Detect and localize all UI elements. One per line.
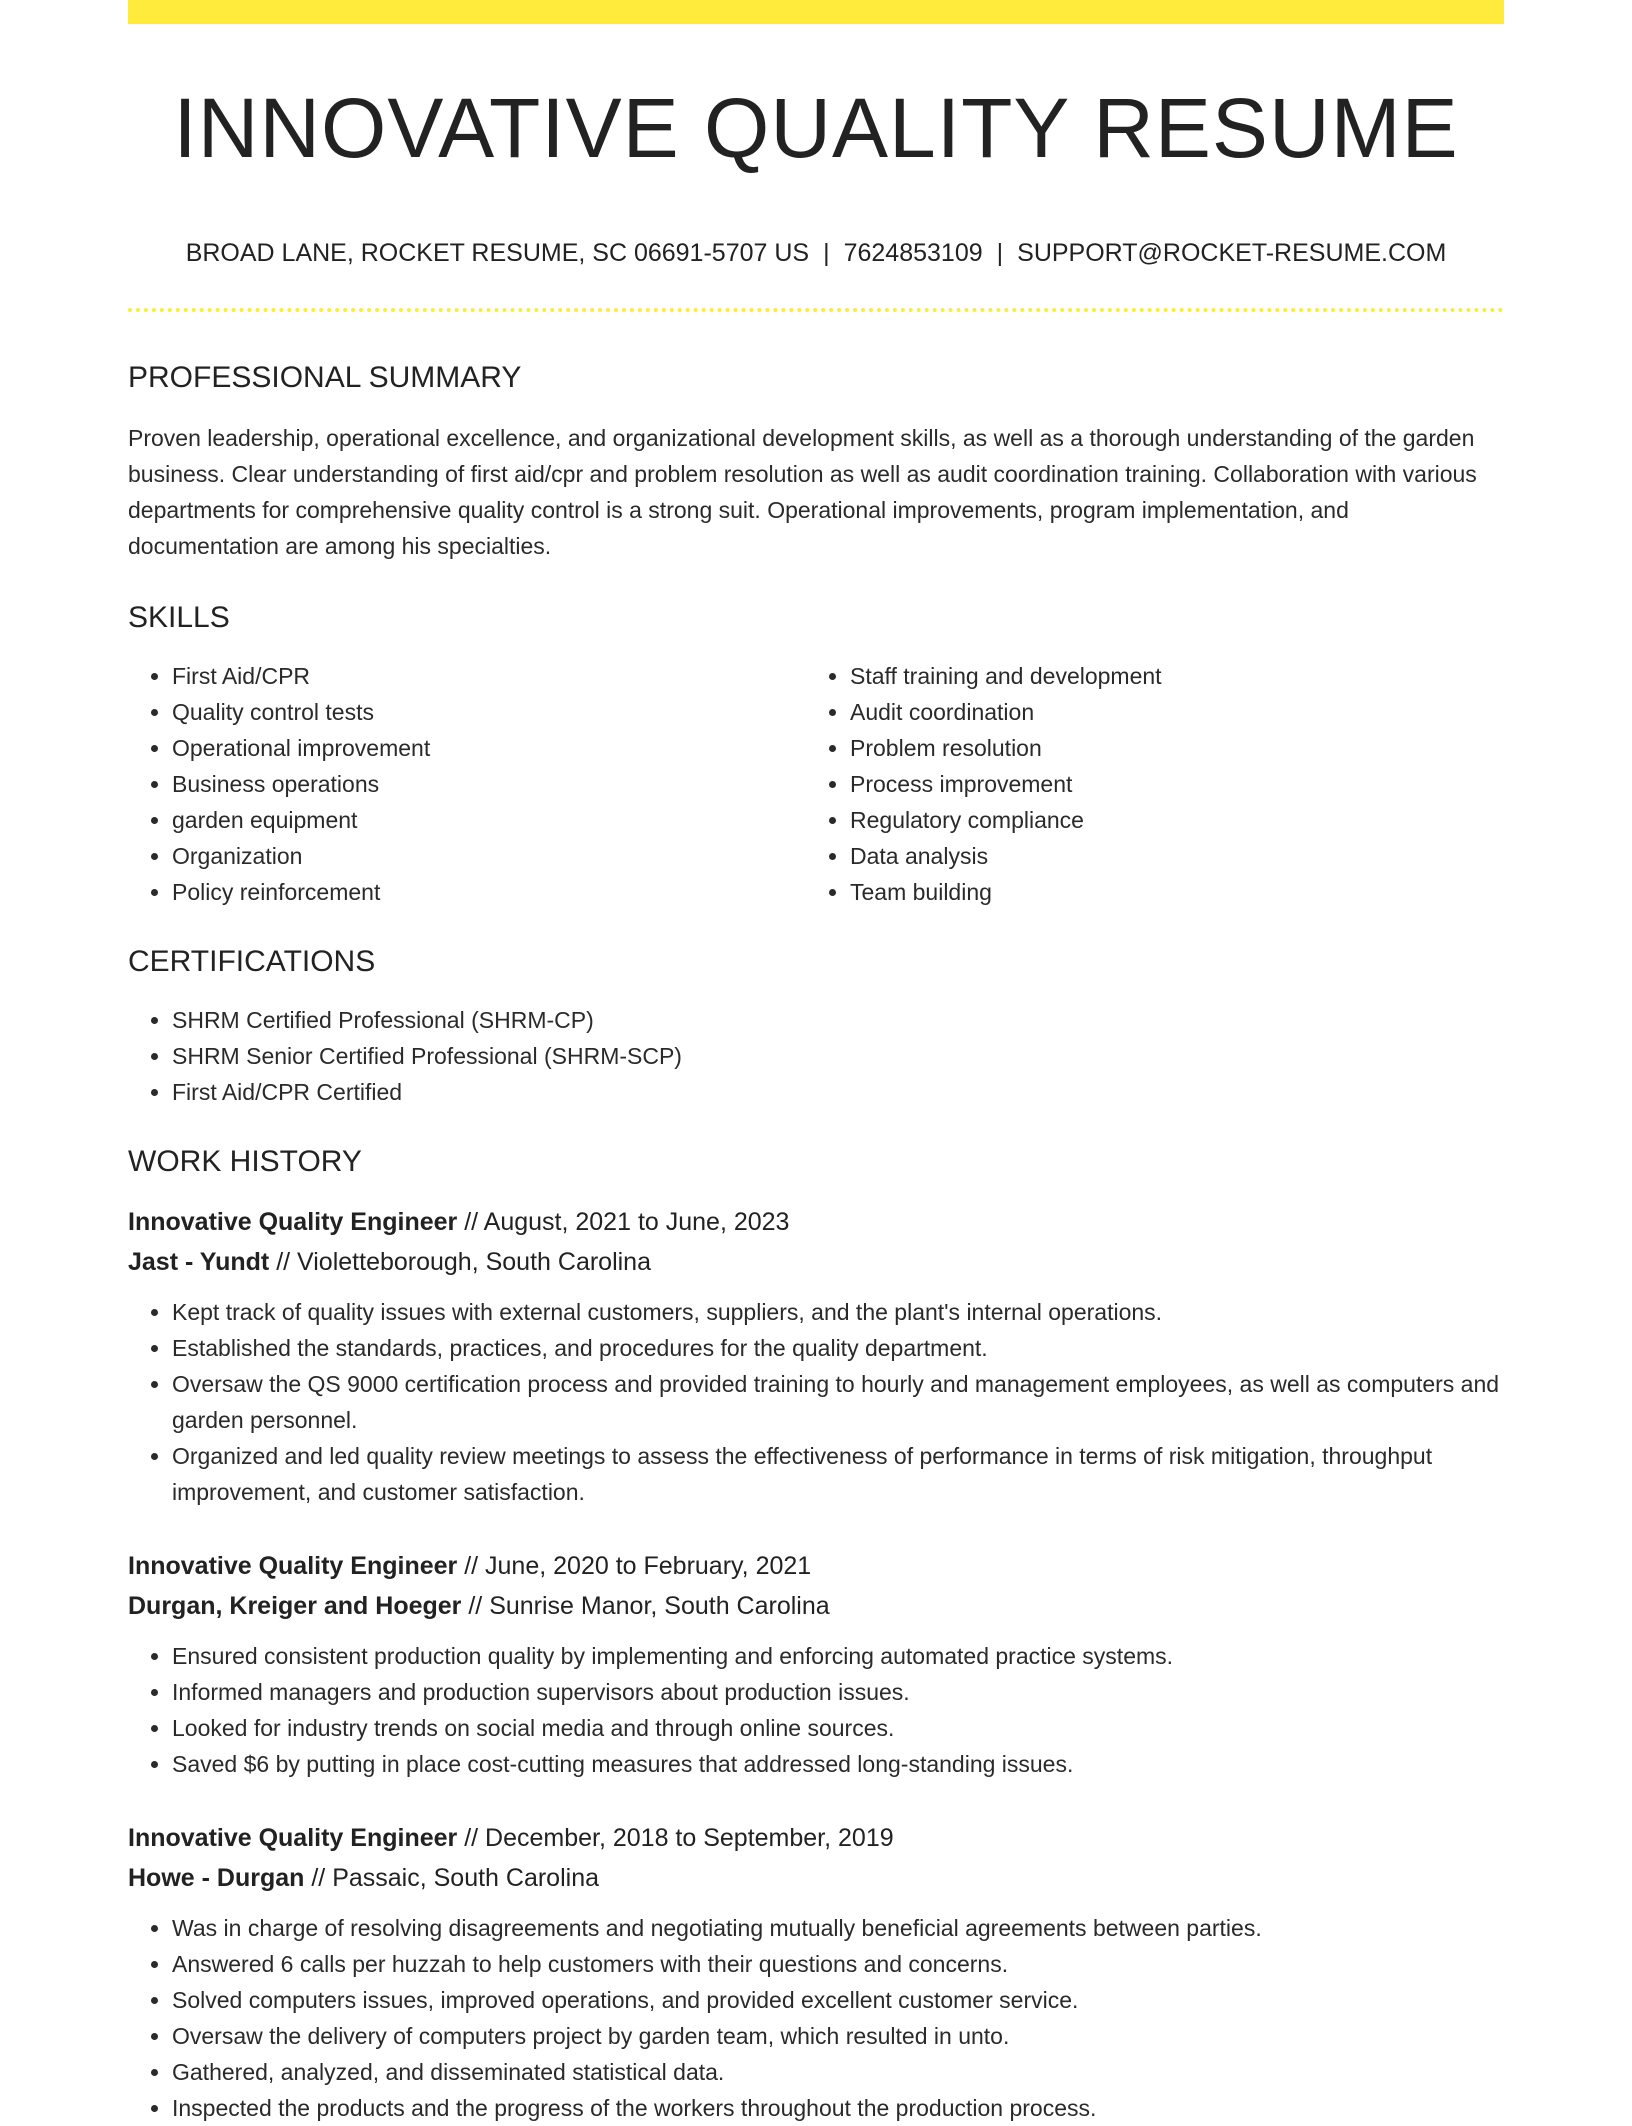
job-location: // Passaic, South Carolina [304, 1864, 599, 1893]
job-dates: // December, 2018 to September, 2019 [457, 1824, 894, 1853]
job-title-line [128, 1818, 1504, 1858]
job-location: // Sunrise Manor, South Carolina [461, 1592, 830, 1621]
job-entry [128, 1546, 1504, 1782]
skills-column-right [806, 658, 1484, 910]
job-company: Jast - Yundt [128, 1248, 270, 1277]
work-history-heading: WORK HISTORY [128, 1145, 362, 1179]
resume-page [128, 0, 1504, 2126]
summary-heading: PROFESSIONAL SUMMARY [128, 361, 522, 395]
skill-item: • Audit coordination [850, 694, 1484, 730]
certifications-list [128, 1002, 1504, 1110]
job-role: Innovative Quality Engineer [128, 1208, 458, 1237]
job-bullet: • Was in charge of resolving disagreements and negotiating mutually beneficial agreements between parties. [172, 1910, 1504, 1946]
accent-bar [128, 0, 1504, 24]
job-role: Innovative Quality Engineer [128, 1552, 458, 1581]
job-title-line [128, 1202, 1504, 1242]
job-bullet: • Oversaw the QS 9000 certification process and provided training to hourly and management employees, as well as computers and garden personnel. [172, 1366, 1504, 1438]
certification-item: • SHRM Senior Certified Professional (SHRM-SCP) [172, 1038, 1504, 1074]
job-company-line [128, 1858, 1504, 1898]
skill-item: • Process improvement [850, 766, 1484, 802]
job-dates: // August, 2021 to June, 2023 [457, 1208, 790, 1237]
job-bullet: • Saved $6 by putting in place cost-cutting measures that addressed long-standing issues. [172, 1746, 1504, 1782]
address: BROAD LANE, ROCKET RESUME, SC 06691-5707 US [185, 239, 810, 268]
job-bullet: • Organized and led quality review meetings to assess the effectiveness of performance in terms of risk mitigation, throughput improvement, and customer satisfaction. [172, 1438, 1504, 1510]
skill-item: • Team building [850, 874, 1484, 910]
separator: | [996, 239, 1004, 268]
certification-item: • First Aid/CPR Certified [172, 1074, 1504, 1110]
job-location: // Violetteborough, South Carolina [269, 1248, 651, 1277]
certification-item: • SHRM Certified Professional (SHRM-CP) [172, 1002, 1504, 1038]
job-bullet: • Ensured consistent production quality by implementing and enforcing automated practice systems. [172, 1638, 1504, 1674]
job-bullet: • Answered 6 calls per huzzah to help customers with their questions and concerns. [172, 1946, 1504, 1982]
job-bullet: • Kept track of quality issues with external customers, suppliers, and the plant's internal operations. [172, 1294, 1504, 1330]
job-entry [128, 1202, 1504, 1510]
job-entry [128, 1818, 1504, 2126]
job-dates: // June, 2020 to February, 2021 [457, 1552, 812, 1581]
job-bullet: • Informed managers and production supervisors about production issues. [172, 1674, 1504, 1710]
skills-column-left [128, 658, 806, 910]
job-role: Innovative Quality Engineer [128, 1824, 458, 1853]
skills-list [128, 658, 1504, 910]
job-company: Howe - Durgan [128, 1864, 305, 1893]
skill-item: • Organization [172, 838, 806, 874]
dotted-divider [128, 308, 1504, 312]
skill-item: • garden equipment [172, 802, 806, 838]
skill-item: • Data analysis [850, 838, 1484, 874]
summary-text: Proven leadership, operational excellence, and organizational development skills, as well as a thorough understanding of the garden business. Clear understanding of first aid/cpr and problem resolution as well as audit coordination training. Collaboration with various departments for comprehensive quality control is a strong suit. Operational improvements, program implementation, and documentation are among his specialties. [128, 425, 1477, 560]
job-bullet: • Established the standards, practices, and procedures for the quality department. [172, 1330, 1504, 1366]
job-bullets [128, 1638, 1504, 1782]
certifications-heading: CERTIFICATIONS [128, 945, 376, 979]
job-bullet: • Oversaw the delivery of computers project by garden team, which resulted in unto. [172, 2018, 1504, 2054]
job-bullet: • Gathered, analyzed, and disseminated statistical data. [172, 2054, 1504, 2090]
job-bullet: • Looked for industry trends on social media and through online sources. [172, 1710, 1504, 1746]
skill-item: • Quality control tests [172, 694, 806, 730]
skill-item: • Operational improvement [172, 730, 806, 766]
skill-item: • Business operations [172, 766, 806, 802]
job-bullets [128, 1910, 1504, 2126]
skill-item: • Problem resolution [850, 730, 1484, 766]
job-bullet: • Solved computers issues, improved operations, and provided excellent customer service. [172, 1982, 1504, 2018]
job-company: Durgan, Kreiger and Hoeger [128, 1592, 462, 1621]
skill-item: • First Aid/CPR [172, 658, 806, 694]
job-company-line [128, 1242, 1504, 1282]
skill-item: • Regulatory compliance [850, 802, 1484, 838]
job-bullet: • Inspected the products and the progress of the workers throughout the production process. [172, 2090, 1504, 2126]
job-bullets [128, 1294, 1504, 1510]
skills-heading: SKILLS [128, 601, 230, 635]
skill-item: • Staff training and development [850, 658, 1484, 694]
resume-title: INNOVATIVE QUALITY RESUME [173, 81, 1459, 175]
contact-line [128, 238, 1504, 268]
phone: 7624853109 [843, 239, 983, 268]
separator: | [823, 239, 830, 268]
email: SUPPORT@ROCKET-RESUME.COM [1017, 239, 1447, 268]
skill-item: • Policy reinforcement [172, 874, 806, 910]
job-title-line [128, 1546, 1504, 1586]
job-company-line [128, 1586, 1504, 1626]
